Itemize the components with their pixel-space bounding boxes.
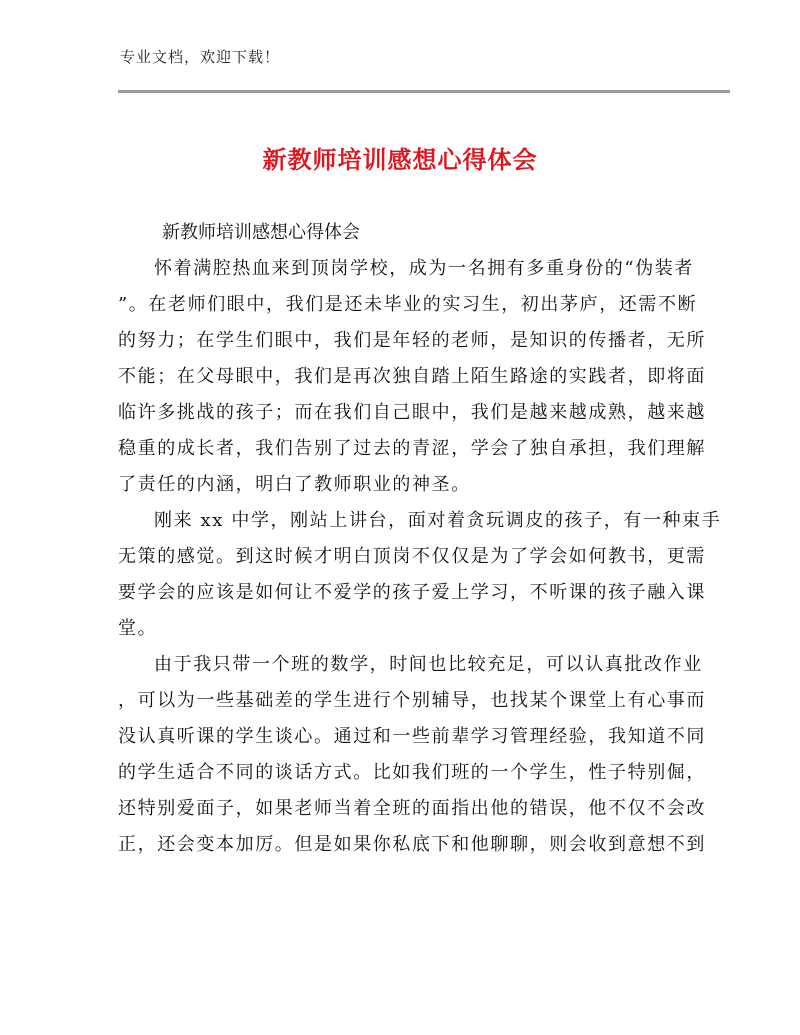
paragraph-line: 没认真听课的学生谈心。通过和一些前辈学习管理经验，我知道不同 — [118, 726, 706, 747]
paragraph-line: 怀着满腔热血来到顶岗学校，成为一名拥有多重身份的“伪装者 — [154, 258, 694, 279]
paragraph-line: 还特别爱面子，如果老师当着全班的面指出他的错误，他不仅不会改 — [118, 798, 706, 819]
header-divider — [118, 90, 730, 93]
paragraph-1 — [118, 251, 706, 503]
paragraph-line: 的学生适合不同的谈话方式。比如我们班的一个学生，性子特别倔， — [118, 762, 706, 783]
paragraph-line: 刚来 xx 中学，刚站上讲台，面对着贪玩调皮的孩子，有一种束手 — [154, 510, 722, 531]
document-subtitle: 新教师培训感想心得体会 — [162, 222, 360, 243]
paragraph-3 — [118, 647, 706, 863]
paragraph-line: 正，还会变本加厉。但是如果你私底下和他聊聊，则会收到意想不到 — [118, 834, 706, 855]
paragraph-line: 不能；在父母眼中，我们是再次独自踏上陌生路途的实践者，即将面 — [118, 366, 706, 387]
paragraph-line: 稳重的成长者，我们告别了过去的青涩，学会了独自承担，我们理解 — [118, 438, 706, 459]
paragraph-line: 的努力；在学生们眼中，我们是年轻的老师，是知识的传播者，无所 — [118, 330, 706, 351]
document-body — [118, 215, 722, 863]
paragraph-line: ，可以为一些基础差的学生进行个别辅导，也找某个课堂上有心事而 — [118, 690, 706, 711]
paragraph-line: 要学会的应该是如何让不爱学的孩子爱上学习，不听课的孩子融入课 — [118, 582, 706, 603]
paragraph-line: 由于我只带一个班的数学，时间也比较充足，可以认真批改作业 — [154, 654, 703, 675]
paragraph-2 — [118, 503, 722, 647]
paragraph-line: 了责任的内涵，明白了教师职业的神圣。 — [118, 474, 471, 495]
paragraph-line: 堂。 — [118, 618, 158, 639]
paragraph-line: ”。在老师们眼中，我们是还未毕业的实习生，初出茅庐，还需不断 — [118, 294, 698, 315]
paragraph-line: 无策的感觉。到这时候才明白顶岗不仅仅是为了学会如何教书，更需 — [118, 546, 706, 567]
paragraph-line: 临许多挑战的孩子；而在我们自己眼中，我们是越来越成熟，越来越 — [118, 402, 706, 423]
header-note: 专业文档，欢迎下载！ — [120, 48, 281, 66]
document-title: 新教师培训感想心得体会 — [262, 146, 538, 174]
